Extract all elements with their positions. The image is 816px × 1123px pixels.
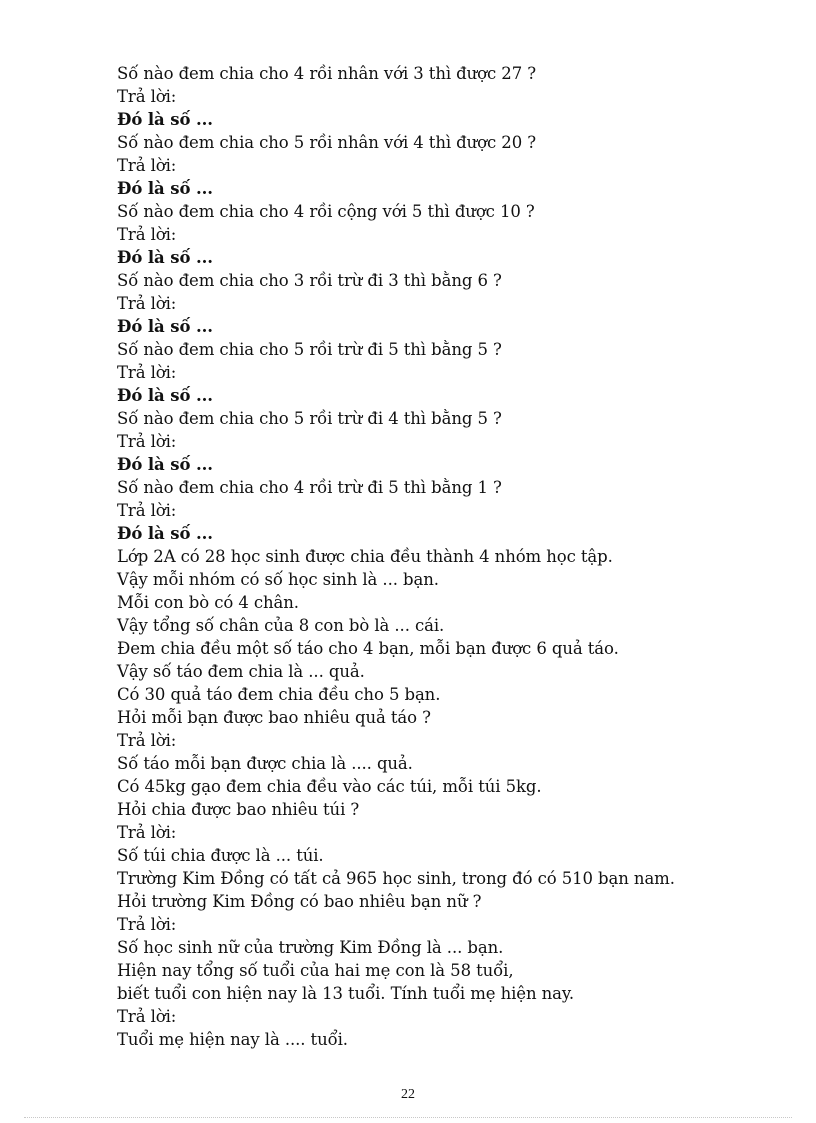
text-line: Trả lời: bbox=[117, 915, 177, 934]
text-line: Trả lời: bbox=[117, 432, 177, 451]
page-content bbox=[117, 62, 777, 1051]
text-line: Trường Kim Đồng có tất cả 965 học sinh, trong đó có 510 bạn nam. bbox=[117, 869, 675, 888]
text-line: Vậy số táo đem chia là ... quả. bbox=[117, 662, 365, 681]
text-line: Vậy mỗi nhóm có số học sinh là ... bạn. bbox=[117, 570, 439, 589]
text-line: Trả lời: bbox=[117, 87, 177, 106]
text-line: Trả lời: bbox=[117, 1007, 177, 1026]
text-line: Số nào đem chia cho 3 rồi trừ đi 3 thì bằng 6 ? bbox=[117, 271, 502, 290]
text-line: Đem chia đều một số táo cho 4 bạn, mỗi bạn được 6 quả táo. bbox=[117, 639, 619, 658]
text-line: Số học sinh nữ của trường Kim Đồng là ... bạn. bbox=[117, 938, 504, 957]
text-line: Đó là số ... bbox=[117, 524, 213, 543]
text-line: Số nào đem chia cho 5 rồi trừ đi 4 thì bằng 5 ? bbox=[117, 409, 502, 428]
text-line: Có 45kg gạo đem chia đều vào các túi, mỗi túi 5kg. bbox=[117, 777, 542, 796]
text-line: Số nào đem chia cho 4 rồi trừ đi 5 thì bằng 1 ? bbox=[117, 478, 502, 497]
text-line: Trả lời: bbox=[117, 731, 177, 750]
text-line: biết tuổi con hiện nay là 13 tuổi. Tính tuổi mẹ hiện nay. bbox=[117, 984, 575, 1003]
text-line: Số nào đem chia cho 4 rồi nhân với 3 thì được 27 ? bbox=[117, 64, 536, 83]
text-line: Số nào đem chia cho 5 rồi trừ đi 5 thì bằng 5 ? bbox=[117, 340, 502, 359]
text-line: Trả lời: bbox=[117, 363, 177, 382]
text-line: Vậy tổng số chân của 8 con bò là ... cái. bbox=[117, 616, 445, 635]
text-line: Số túi chia được là ... túi. bbox=[117, 846, 324, 865]
text-line: Số nào đem chia cho 5 rồi nhân với 4 thì được 20 ? bbox=[117, 133, 536, 152]
text-line: Trả lời: bbox=[117, 501, 177, 520]
page-bottom-divider bbox=[24, 1117, 792, 1118]
text-line: Trả lời: bbox=[117, 294, 177, 313]
text-line: Mỗi con bò có 4 chân. bbox=[117, 593, 299, 612]
text-line: Đó là số ... bbox=[117, 317, 213, 336]
text-line: Hiện nay tổng số tuổi của hai mẹ con là 58 tuổi, bbox=[117, 961, 514, 980]
text-line: Hỏi trường Kim Đồng có bao nhiêu bạn nữ ? bbox=[117, 892, 482, 911]
text-line: Trả lời: bbox=[117, 225, 177, 244]
text-line: Tuổi mẹ hiện nay là .... tuổi. bbox=[117, 1030, 348, 1049]
text-line: Số táo mỗi bạn được chia là .... quả. bbox=[117, 754, 413, 773]
text-line: Trả lời: bbox=[117, 823, 177, 842]
text-line: Đó là số ... bbox=[117, 179, 213, 198]
text-line: Số nào đem chia cho 4 rồi cộng với 5 thì được 10 ? bbox=[117, 202, 535, 221]
text-line: Hỏi mỗi bạn được bao nhiêu quả táo ? bbox=[117, 708, 431, 727]
text-line: Đó là số ... bbox=[117, 386, 213, 405]
text-line: Có 30 quả táo đem chia đều cho 5 bạn. bbox=[117, 685, 441, 704]
page-number: 22 bbox=[401, 1087, 415, 1102]
text-line: Đó là số ... bbox=[117, 455, 213, 474]
text-line: Lớp 2A có 28 học sinh được chia đều thành 4 nhóm học tập. bbox=[117, 547, 613, 566]
text-line: Đó là số ... bbox=[117, 248, 213, 267]
text-line: Đó là số ... bbox=[117, 110, 213, 129]
text-line: Hỏi chia được bao nhiêu túi ? bbox=[117, 800, 360, 819]
text-line: Trả lời: bbox=[117, 156, 177, 175]
